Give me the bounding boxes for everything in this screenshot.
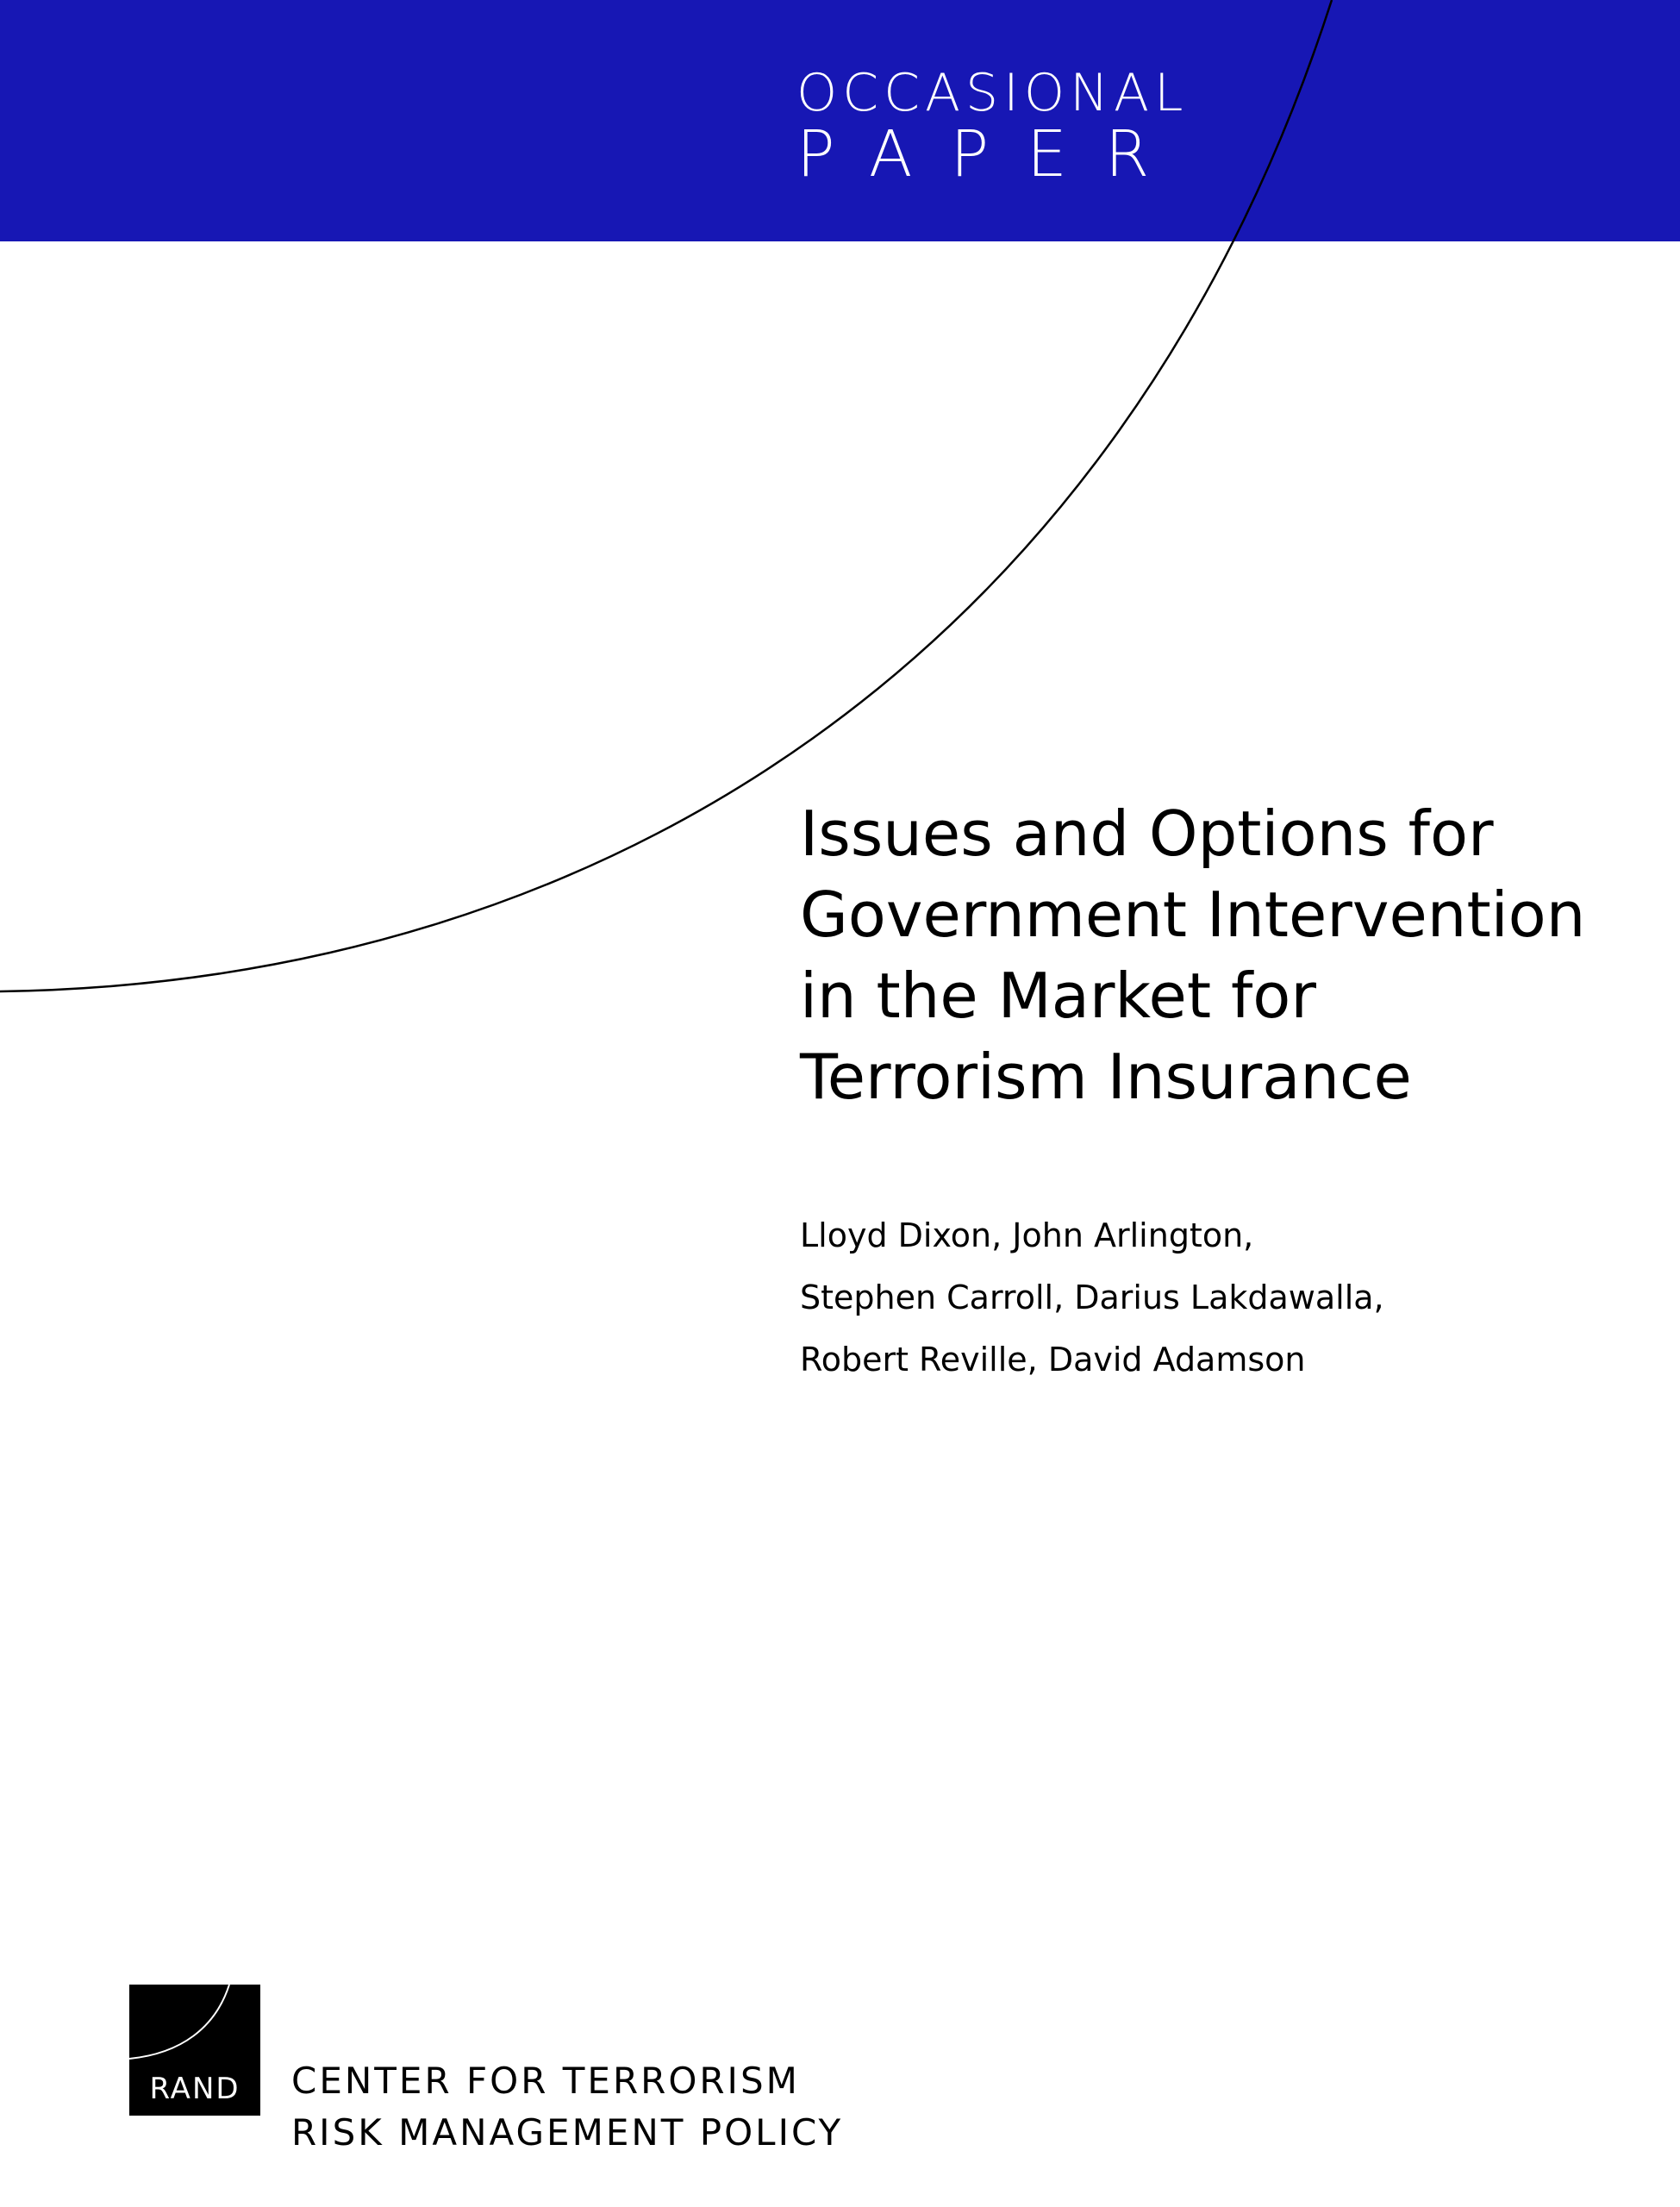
author-list [800, 1204, 1384, 1391]
series-label-line1: OCCASIONAL [796, 63, 1189, 123]
author-line: Stephen Carroll, Darius Lakdawalla, [800, 1279, 1384, 1316]
logo-text: RAND [149, 2072, 240, 2106]
author-line: Robert Reville, David Adamson [800, 1341, 1306, 1379]
series-label [796, 63, 1189, 191]
series-label-line2: PAPER [796, 117, 1188, 191]
rand-logo [129, 1985, 260, 2116]
document-title [800, 793, 1627, 1117]
title-line: Issues and Options for [800, 797, 1494, 870]
author-line: Lloyd Dixon, John Arlington, [800, 1216, 1254, 1254]
center-name-line: RISK MANAGEMENT POLICY [291, 2111, 844, 2154]
title-line: Terrorism Insurance [800, 1041, 1412, 1113]
publisher-center-name [291, 2055, 843, 2159]
title-line: in the Market for [800, 960, 1316, 1032]
title-line: Government Intervention [800, 878, 1586, 951]
center-name-line: CENTER FOR TERRORISM [291, 2060, 800, 2102]
